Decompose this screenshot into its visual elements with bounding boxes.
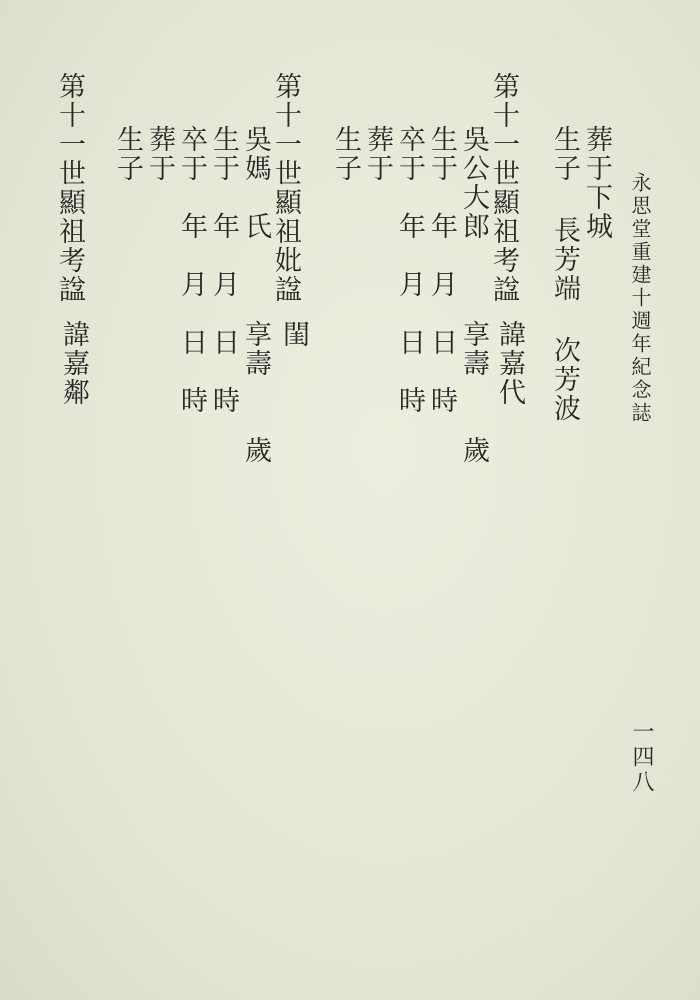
entry-2-burial: 葬于 bbox=[144, 125, 175, 183]
entry-1-burial: 葬于 bbox=[362, 125, 393, 183]
entry-3-title: 第十一世顯祖考諡 bbox=[54, 72, 85, 304]
entry-2-birth: 生于 年 月 日 時 bbox=[208, 125, 239, 415]
entry-1-name: 吳公大郎 bbox=[458, 125, 489, 241]
entry-2-personal-name: 閨 bbox=[278, 320, 309, 349]
scan-mark bbox=[15, 958, 55, 982]
entry-2-death: 卒于 年 月 日 時 bbox=[176, 125, 207, 415]
entry-1-personal-name: 諱嘉代 bbox=[494, 320, 525, 407]
running-title: 永思堂重建十週年紀念誌 bbox=[628, 172, 652, 425]
entry-1-lifespan: 享壽 歲 bbox=[458, 320, 489, 465]
entry-1-death: 卒于 年 月 日 時 bbox=[394, 125, 425, 415]
entry-1-title: 第十一世顯祖考諡 bbox=[488, 72, 519, 304]
continuation-burial: 葬于下城 bbox=[581, 125, 612, 241]
continuation-sons: 生子 長芳端 次芳波 bbox=[549, 125, 580, 423]
page-number: 一四八 bbox=[629, 720, 654, 795]
entry-2-children: 生子 bbox=[112, 125, 143, 183]
entry-2-name: 吳媽 氏 bbox=[240, 125, 271, 241]
entry-3-personal-name: 諱嘉鄰 bbox=[58, 320, 89, 407]
entry-1-children: 生子 bbox=[330, 125, 361, 183]
entry-2-lifespan: 享壽 歲 bbox=[240, 320, 271, 465]
entry-1-birth: 生于 年 月 日 時 bbox=[426, 125, 457, 415]
entry-2-title: 第十一世顯祖妣諡 bbox=[270, 72, 301, 304]
